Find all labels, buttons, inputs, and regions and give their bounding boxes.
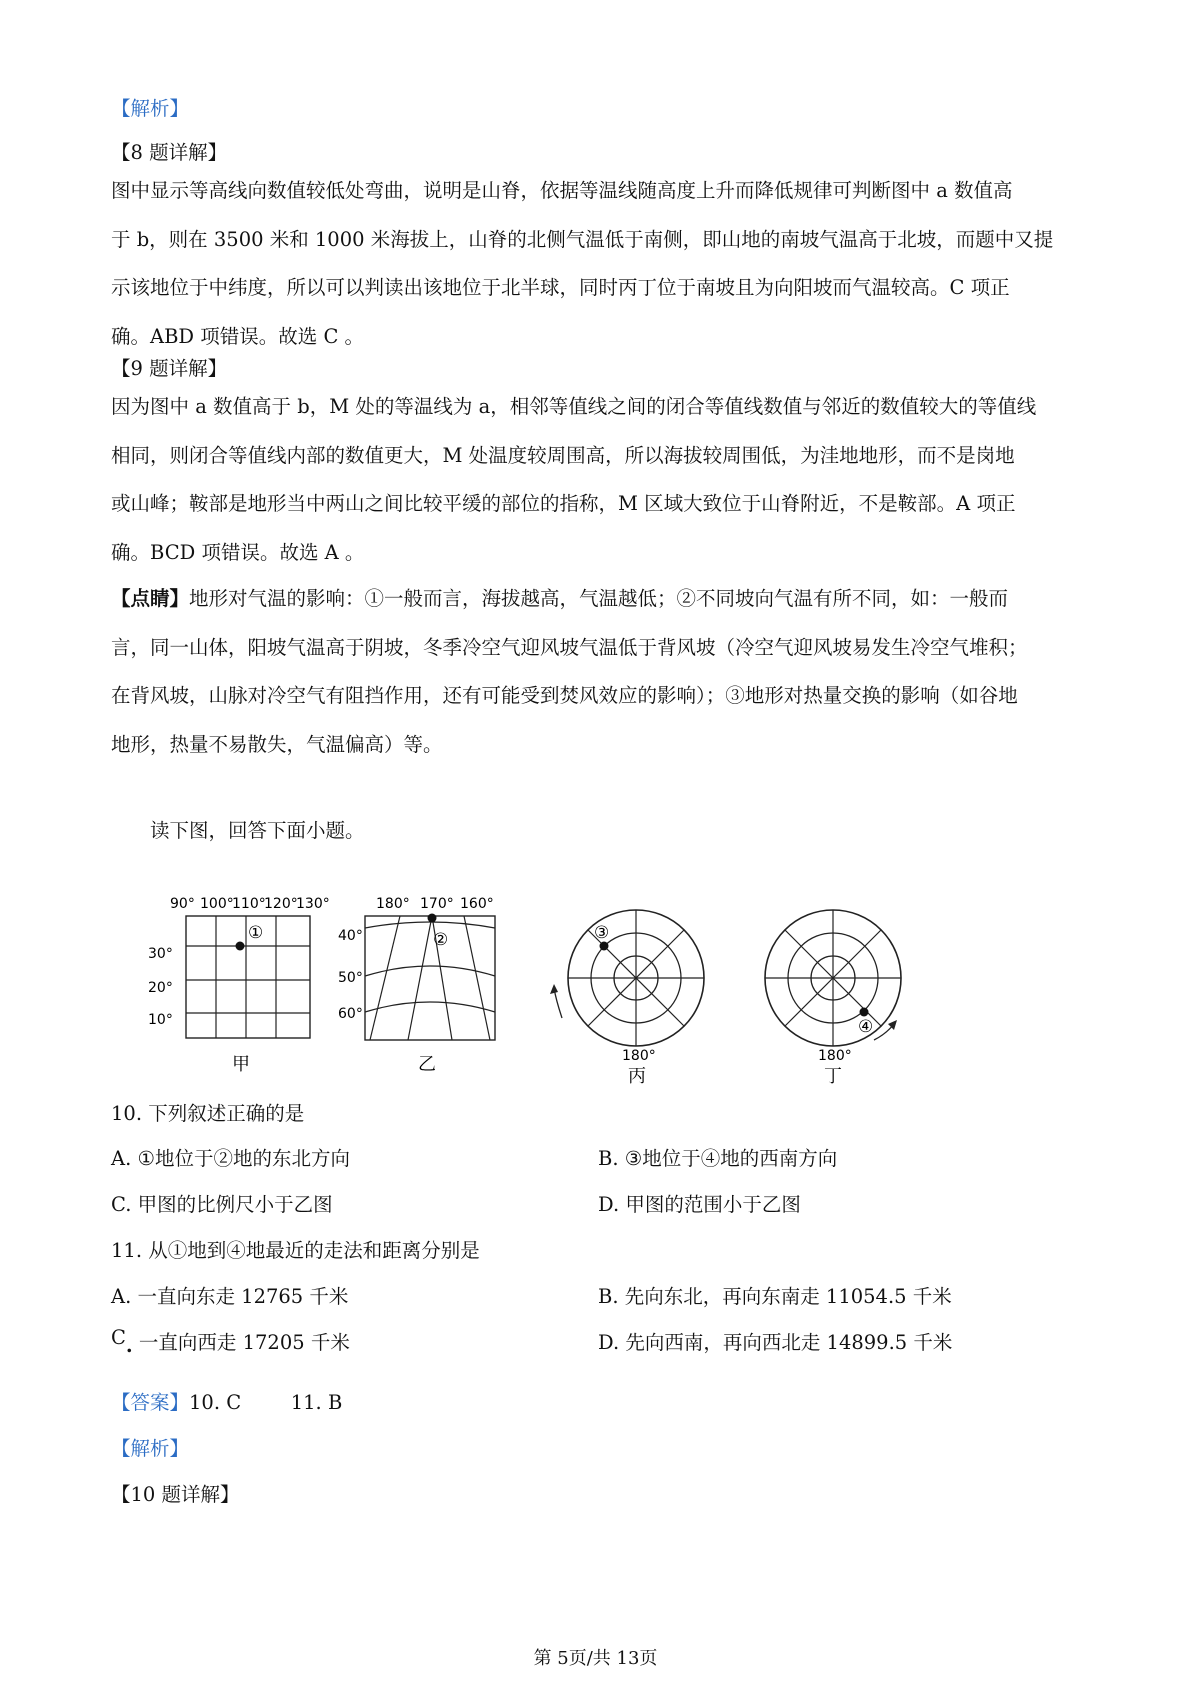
answer-label: 【答案】 <box>111 1391 190 1414</box>
map-yi <box>338 896 495 1075</box>
q11-option-c-dot: . <box>125 1334 133 1357</box>
page-footer: 第 5页/共 13页 <box>533 1648 658 1669</box>
q11-option-b: B. 先向东北，再向东南走 11054.5 千米 <box>598 1285 952 1308</box>
bing-bottom-label: 180° <box>622 1048 656 1064</box>
point-2-label: ② <box>433 930 449 950</box>
q11-option-c-letter: C <box>111 1326 126 1349</box>
q11-option-d: D. 先向西南，再向西北走 14899.5 千米 <box>598 1331 953 1354</box>
point-2-dot <box>428 914 437 923</box>
q9-title: 【9 题详解】 <box>111 357 228 380</box>
answer-line <box>111 1390 342 1416</box>
q10-title: 【10 题详解】 <box>111 1483 240 1506</box>
bing-caption: 丙 <box>628 1066 646 1087</box>
q8-title: 【8 题详解】 <box>111 141 228 164</box>
map-jia <box>148 896 330 1075</box>
answer-text: 10. C 11. B <box>189 1391 343 1414</box>
q10-stem: 10. 下列叙述正确的是 <box>111 1102 305 1125</box>
q10-option-a: A. ①地位于②地的东北方向 <box>111 1147 350 1170</box>
point-3-label: ③ <box>594 923 610 943</box>
q8-line: 示该地位于中纬度，所以可以判读出该地位于北半球，同时丙丁位于南坡且为向阳坡而气温较高。C 项正 <box>111 276 1010 299</box>
q10-option-c: C. 甲图的比例尺小于乙图 <box>111 1193 333 1216</box>
q8-line: 图中显示等高线向数值较低处弯曲，说明是山脊，依据等温线随高度上升而降低规律可判断图中 a 数值高 <box>111 179 1013 202</box>
q8-line: 确。ABD 项错误。故选 C 。 <box>111 324 365 348</box>
ding-caption: 丁 <box>824 1066 842 1087</box>
jia-lon-label: 120° <box>264 896 298 912</box>
jia-lat-label: 10° <box>148 1012 173 1028</box>
q8-explanation <box>111 167 1101 361</box>
yi-lon-label: 170° <box>420 896 454 912</box>
figure-intro: 读下图，回答下面小题。 <box>150 819 365 842</box>
map-figure <box>148 888 1040 1088</box>
q11-option-c-text: 一直向西走 17205 千米 <box>138 1331 350 1354</box>
point-4-label: ④ <box>858 1017 874 1037</box>
tip-line: 在背风坡，山脉对冷空气有阻挡作用，还有可能受到焚风效应的影响）；③地形对热量交换的影响（如谷地 <box>111 684 1018 707</box>
analysis-label: 【解析】 <box>111 97 190 120</box>
q11-stem: 11. 从①地到④地最近的走法和距离分别是 <box>111 1239 480 1262</box>
jia-lat-label: 30° <box>148 946 173 962</box>
yi-lon-label: 160° <box>460 896 494 912</box>
q10-option-b: B. ③地位于④地的西南方向 <box>598 1147 838 1170</box>
q9-line: 因为图中 a 数值高于 b，M 处的等温线为 a，相邻等值线之间的闭合等值线数值与邻近的数值较大的等值线 <box>111 395 1037 418</box>
jia-caption: 甲 <box>232 1054 250 1075</box>
ding-bottom-label: 180° <box>818 1048 852 1064</box>
tip-line: 地形，热量不易散失，气温偏高）等。 <box>111 732 443 756</box>
tip-label: 【点睛】 <box>111 587 190 610</box>
tip-line-first <box>111 575 1101 624</box>
q9-line: 相同，则闭合等值线内部的数值更大，M 处温度较周围高，所以海拔较周围低，为洼地地形，而不是岗地 <box>111 443 1015 467</box>
map-ding <box>765 910 901 1087</box>
point-4-dot <box>860 1008 869 1017</box>
jia-lon-label: 100° <box>200 896 234 912</box>
point-1-dot <box>236 942 245 951</box>
q9-explanation <box>111 383 1101 577</box>
yi-lon-label: 180° <box>376 896 410 912</box>
yi-lat-label: 40° <box>338 928 363 944</box>
q11-option-c <box>111 1326 350 1357</box>
tip-line: 地形对气温的影响：①一般而言，海拔越高，气温越低；②不同坡向气温有所不同，如：一般而 <box>189 587 1009 610</box>
q9-line: 确。BCD 项错误。故选 A 。 <box>111 540 365 564</box>
jia-lon-label: 90° <box>170 896 195 912</box>
analysis-label-2: 【解析】 <box>111 1437 190 1460</box>
yi-lat-label: 50° <box>338 970 363 986</box>
tip-section <box>111 575 1101 769</box>
q11-option-a: A. 一直向东走 12765 千米 <box>111 1285 349 1308</box>
point-1-label: ① <box>248 923 264 943</box>
q10-option-d: D. 甲图的范围小于乙图 <box>598 1193 801 1216</box>
jia-lon-label: 110° <box>232 896 266 912</box>
tip-line: 言，同一山体，阳坡气温高于阴坡，冬季冷空气迎风坡气温低于背风坡（冷空气迎风坡易发生冷空气堆积； <box>111 635 1028 659</box>
yi-caption: 乙 <box>418 1054 436 1075</box>
jia-lat-label: 20° <box>148 980 173 996</box>
q9-line: 或山峰；鞍部是地形当中两山之间比较平缓的部位的指称，M 区域大致位于山脊附近，不是鞍部。A 项正 <box>111 492 1016 515</box>
jia-lon-label: 130° <box>296 896 330 912</box>
map-bing <box>550 910 704 1087</box>
yi-lat-label: 60° <box>338 1006 363 1022</box>
q8-line: 于 b，则在 3500 米和 1000 米海拔上，山脊的北侧气温低于南侧，即山地的南坡气温高于北坡，而题中又提 <box>111 227 1054 251</box>
